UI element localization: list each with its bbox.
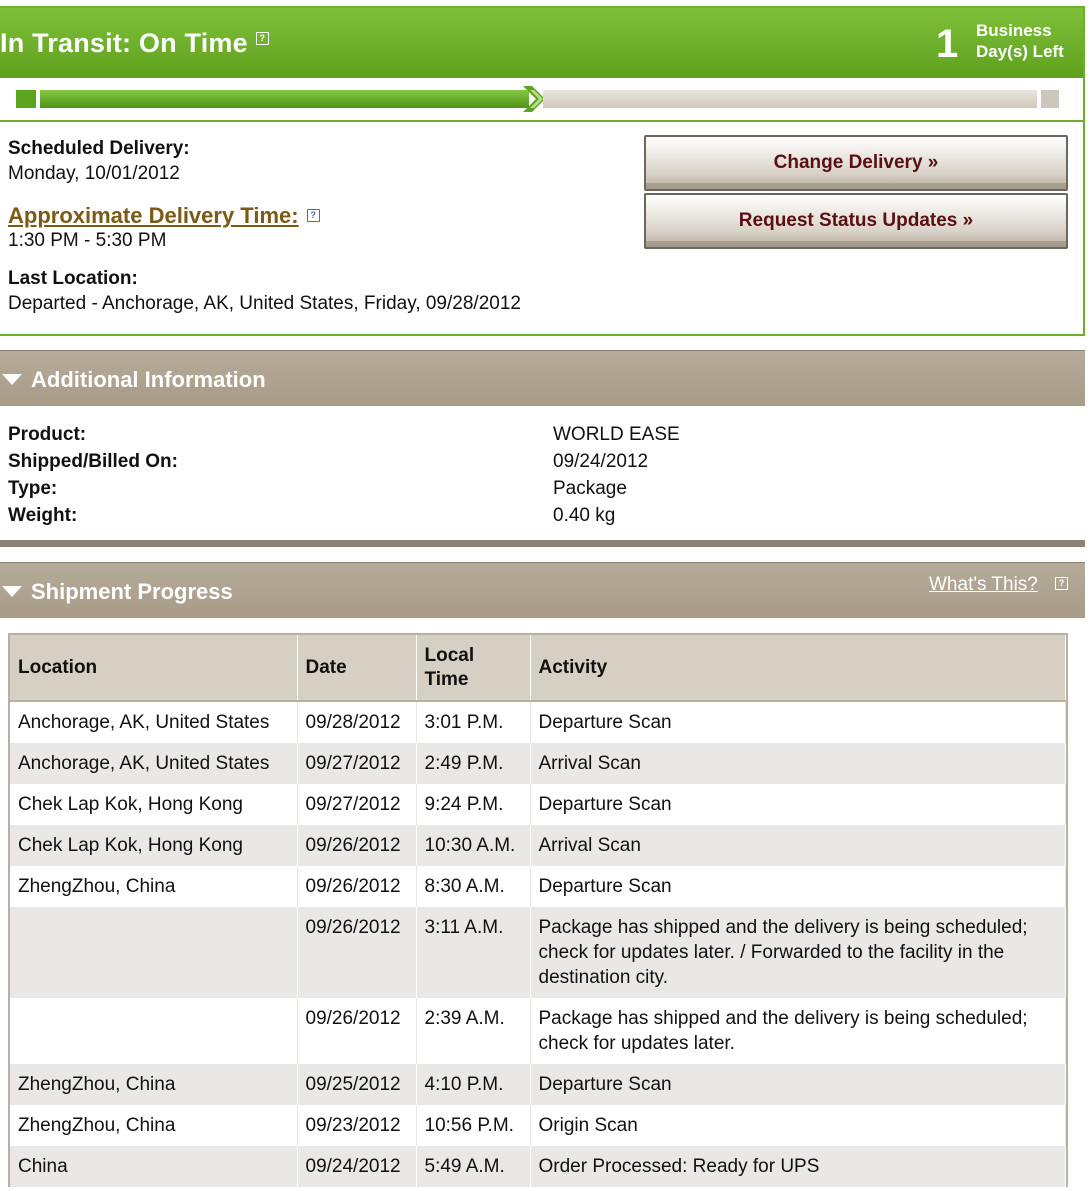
- approx-delivery-time-wrap: [8, 203, 320, 229]
- shipped-billed-label: Shipped/Billed On:: [8, 451, 178, 472]
- shipped-billed-value: 09/24/2012: [553, 451, 649, 472]
- cell-date: 09/27/2012: [297, 784, 416, 825]
- cell-activity: Departure Scan: [530, 701, 1066, 743]
- cell-date: 09/25/2012: [297, 1064, 416, 1105]
- cell-location: [10, 998, 297, 1064]
- approx-delivery-time-value: 1:30 PM - 5:30 PM: [8, 230, 167, 251]
- cell-time: 3:11 A.M.: [416, 907, 530, 998]
- table-row: [10, 907, 1066, 998]
- column-header-local-time: Local Time: [416, 635, 530, 701]
- cell-time: 2:49 P.M.: [416, 743, 530, 784]
- column-header-location: Location: [10, 635, 297, 701]
- table-row: [10, 784, 1066, 825]
- shipment-progress-table-wrap: [8, 633, 1068, 1187]
- days-left-number: 1: [936, 22, 959, 66]
- shipment-progress-table: [10, 635, 1066, 1187]
- days-left-label-line1: Business: [976, 21, 1052, 40]
- type-label: Type:: [8, 478, 58, 499]
- additional-information-body: [0, 406, 1085, 547]
- cell-date: 09/26/2012: [297, 866, 416, 907]
- type-value: Package: [553, 478, 627, 499]
- cell-activity: Origin Scan: [530, 1105, 1066, 1146]
- cell-time: 10:56 P.M.: [416, 1105, 530, 1146]
- cell-time: 9:24 P.M.: [416, 784, 530, 825]
- request-status-updates-button[interactable]: Request Status Updates »: [644, 193, 1068, 249]
- table-row: [10, 998, 1066, 1064]
- product-label: Product:: [8, 424, 87, 445]
- additional-information-header[interactable]: [0, 350, 1085, 406]
- progress-fill: [40, 90, 529, 108]
- table-header-row: [10, 635, 1066, 701]
- shipment-progress-title: Shipment Progress: [31, 579, 233, 604]
- days-left-label-line2: Day(s) Left: [976, 42, 1064, 61]
- product-value: WORLD EASE: [553, 424, 680, 445]
- cell-date: 09/26/2012: [297, 998, 416, 1064]
- cell-activity: Order Processed: Ready for UPS: [530, 1146, 1066, 1187]
- question-mark-icon[interactable]: ?: [256, 32, 269, 45]
- cell-time: 8:30 A.M.: [416, 866, 530, 907]
- status-header: [0, 8, 1083, 78]
- scheduled-delivery-label: Scheduled Delivery:: [8, 138, 190, 159]
- approx-delivery-time-link[interactable]: Approximate Delivery Time:: [8, 203, 299, 228]
- cell-activity: Departure Scan: [530, 784, 1066, 825]
- whats-this-link[interactable]: What's This?: [929, 574, 1038, 595]
- collapse-triangle-icon[interactable]: [2, 374, 22, 385]
- cell-location: China: [10, 1146, 297, 1187]
- cell-time: 10:30 A.M.: [416, 825, 530, 866]
- cell-time: 5:49 A.M.: [416, 1146, 530, 1187]
- weight-value: 0.40 kg: [553, 505, 616, 526]
- cell-date: 09/24/2012: [297, 1146, 416, 1187]
- cell-time: 3:01 P.M.: [416, 701, 530, 743]
- question-mark-icon[interactable]: ?: [307, 209, 320, 222]
- status-title-wrap: [0, 28, 269, 59]
- question-mark-icon[interactable]: ?: [1055, 577, 1068, 590]
- last-location-label: Last Location:: [8, 268, 138, 289]
- table-row: [10, 701, 1066, 743]
- scheduled-delivery-value: Monday, 10/01/2012: [8, 163, 180, 184]
- table-row: [10, 743, 1066, 784]
- table-row: [10, 866, 1066, 907]
- progress-start-marker: [16, 90, 36, 108]
- column-header-activity: Activity: [530, 635, 1066, 701]
- additional-information-title: Additional Information: [31, 367, 266, 392]
- cell-location: Chek Lap Kok, Hong Kong: [10, 784, 297, 825]
- cell-location: ZhengZhou, China: [10, 866, 297, 907]
- table-row: [10, 1146, 1066, 1187]
- cell-date: 09/26/2012: [297, 825, 416, 866]
- cell-date: 09/27/2012: [297, 743, 416, 784]
- cell-activity: Package has shipped and the delivery is being scheduled; check for updates later. / Forwarded to the facility in the destination city.: [530, 907, 1066, 998]
- cell-time: 2:39 A.M.: [416, 998, 530, 1064]
- cell-location: ZhengZhou, China: [10, 1064, 297, 1105]
- status-title: In Transit: On Time: [0, 28, 248, 58]
- shipment-progress-header[interactable]: [0, 562, 1085, 618]
- cell-location: [10, 907, 297, 998]
- cell-date: 09/23/2012: [297, 1105, 416, 1146]
- cell-activity: Departure Scan: [530, 1064, 1066, 1105]
- cell-date: 09/26/2012: [297, 907, 416, 998]
- change-delivery-button[interactable]: Change Delivery »: [644, 135, 1068, 191]
- table-row: [10, 1105, 1066, 1146]
- cell-time: 4:10 P.M.: [416, 1064, 530, 1105]
- weight-label: Weight:: [8, 505, 78, 526]
- progress-remaining: [543, 90, 1037, 108]
- cell-activity: Package has shipped and the delivery is being scheduled; check for updates later.: [530, 998, 1066, 1064]
- cell-location: ZhengZhou, China: [10, 1105, 297, 1146]
- cell-location: Chek Lap Kok, Hong Kong: [10, 825, 297, 866]
- days-left-label: [976, 20, 1081, 62]
- table-row: [10, 825, 1066, 866]
- cell-activity: Arrival Scan: [530, 743, 1066, 784]
- last-location-value: Departed - Anchorage, AK, United States, Friday, 09/28/2012: [8, 293, 521, 314]
- cell-location: Anchorage, AK, United States: [10, 743, 297, 784]
- cell-activity: Arrival Scan: [530, 825, 1066, 866]
- cell-location: Anchorage, AK, United States: [10, 701, 297, 743]
- delivery-status-panel: [0, 6, 1085, 336]
- collapse-triangle-icon[interactable]: [2, 586, 22, 597]
- cell-date: 09/28/2012: [297, 701, 416, 743]
- column-header-date: Date: [297, 635, 416, 701]
- progress-end-marker: [1041, 90, 1059, 108]
- delivery-progress-bar: [0, 78, 1083, 122]
- cell-activity: Departure Scan: [530, 866, 1066, 907]
- table-row: [10, 1064, 1066, 1105]
